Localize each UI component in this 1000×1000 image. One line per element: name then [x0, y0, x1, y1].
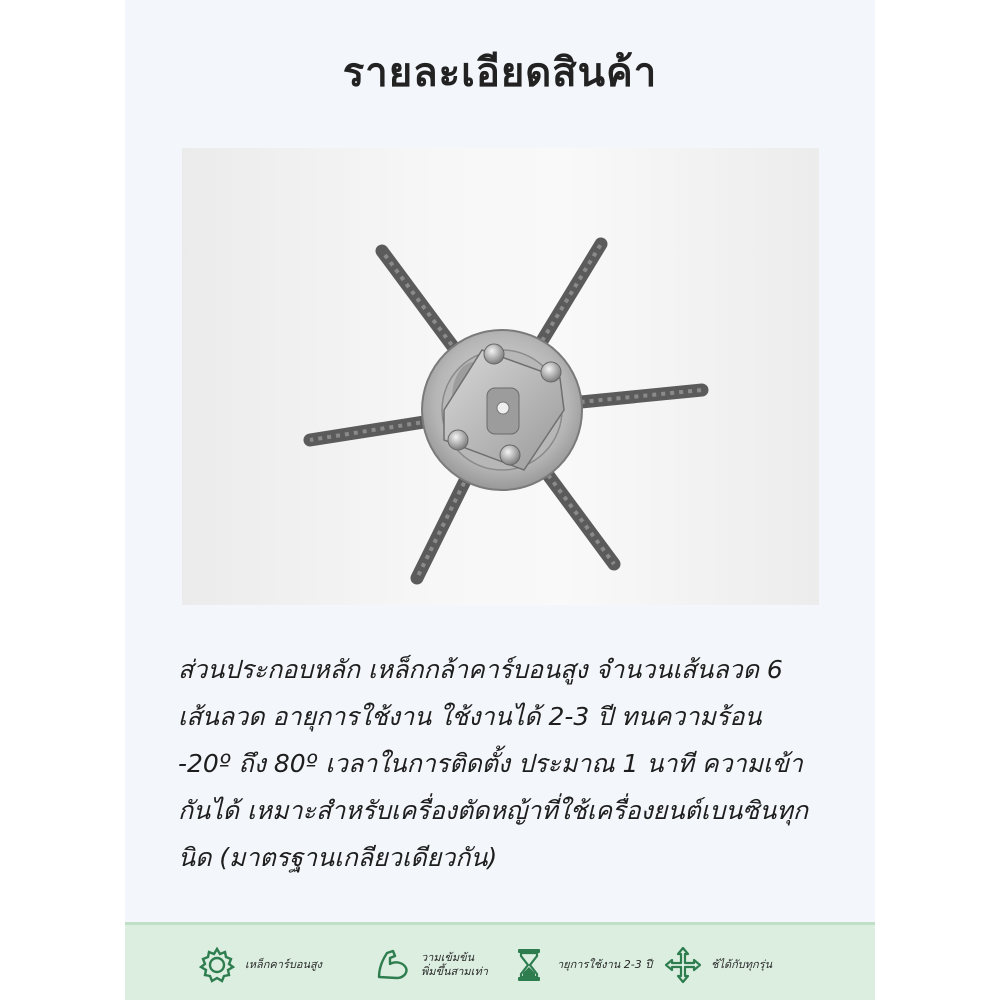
product-description — [178, 646, 818, 881]
feature-label-line: พิ่มขึ้นสามเท่า — [421, 965, 488, 978]
page-title: รายละเอียดสินค้า — [342, 50, 658, 96]
gear-icon — [197, 945, 237, 985]
feature-label: เหล็กคาร์บอนสูง — [245, 958, 323, 971]
hourglass-icon — [509, 945, 549, 985]
description-line: นิด (มาตรฐานเกลียวเดียวกัน) — [178, 843, 498, 872]
description-line: เส้นลวด อายุการใช้งาน ใช้งานได้ 2-3 ปี ทนความร้อน — [178, 702, 762, 731]
feature-lifespan — [509, 945, 652, 985]
feature-strength — [373, 945, 488, 985]
description-line: ส่วนประกอบหลัก เหล็กกล้าคาร์บอนสูง จำนวนเส้นลวด 6 — [178, 655, 783, 684]
description-line: -20º ถึง 80º เวลาในการติดตั้ง ประมาณ 1 นาที ความเข้า — [178, 749, 803, 778]
feature-label: ายุการใช้งาน 2-3 ปี — [557, 958, 653, 971]
compatibility-arrows-icon — [663, 945, 703, 985]
feature-compatibility — [663, 945, 772, 985]
description-line: กันได้ เหมาะสำหรับเครื่องตัดหญ้าที่ใช้เครื่องยนต์เบนซินทุก — [178, 796, 808, 825]
feature-bar — [125, 922, 875, 1000]
feature-label: ช้ได้กับทุกรุ่น — [711, 958, 773, 971]
feature-label-line: วามเข้มข้น — [421, 951, 475, 964]
wire-brush-head-image — [182, 148, 819, 605]
feature-high-carbon — [197, 945, 322, 985]
product-image — [182, 148, 819, 605]
strength-arm-icon — [373, 945, 413, 985]
feature-label — [421, 951, 488, 979]
